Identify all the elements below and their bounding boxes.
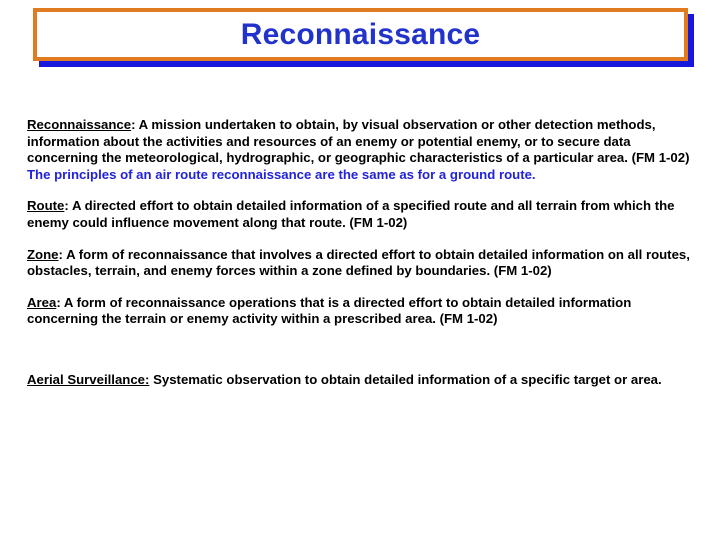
definition-highlight-reconnaissance: The principles of an air route reconnaissance are the same as for a ground route. xyxy=(27,166,536,182)
definition-paragraph-route xyxy=(27,198,703,231)
definition-paragraph-area xyxy=(27,295,703,328)
definition-term-zone: Zone xyxy=(27,246,59,262)
definition-separator: : xyxy=(131,117,139,132)
page-title: Reconnaissance xyxy=(240,17,481,51)
definition-term-aerial-surveillance: Aerial Surveillance: xyxy=(27,371,150,387)
definition-body-area: A form of reconnaissance operations that is a directed effort to obtain detailed information concerning the terrain or enemy activity within a prescribed area. (FM 1-02) xyxy=(27,294,632,327)
definition-body-route: A directed effort to obtain detailed information of a specified route and all terrain from which the enemy could influence movement along that route. (FM 1-02) xyxy=(27,198,675,230)
definition-separator: : xyxy=(64,198,72,214)
definition-term-route: Route xyxy=(27,198,65,214)
definition-paragraph-zone xyxy=(27,247,703,280)
definition-paragraph-reconnaissance xyxy=(27,117,703,183)
definition-body-zone: A form of reconnaissance that involves a directed effort to obtain detailed information on all routes, obstacles, terrain, and enemy forces within a zone defined by boundaries. (FM 1-02) xyxy=(27,246,690,279)
definition-separator: : xyxy=(56,294,64,310)
definition-body-reconnaissance: A mission undertaken to obtain, by visual observation or other detection methods, information about the activities and resources of an enemy or potential enemy, or to secure data concerning the meteorological, hydrographic, or geographic characteristics of a particular area. (FM 1-02) xyxy=(27,117,690,166)
definition-body-aerial-surveillance: Systematic observation to obtain detailed information of a specific target or area. xyxy=(153,371,662,387)
slide-body xyxy=(27,117,703,389)
definition-paragraph-aerial-surveillance xyxy=(27,372,703,389)
definition-term-area: Area xyxy=(27,294,57,310)
title-box xyxy=(33,8,688,61)
definition-term-reconnaissance: Reconnaissance xyxy=(27,117,132,132)
slide-title-banner xyxy=(33,8,688,61)
definition-separator: : xyxy=(58,246,67,262)
